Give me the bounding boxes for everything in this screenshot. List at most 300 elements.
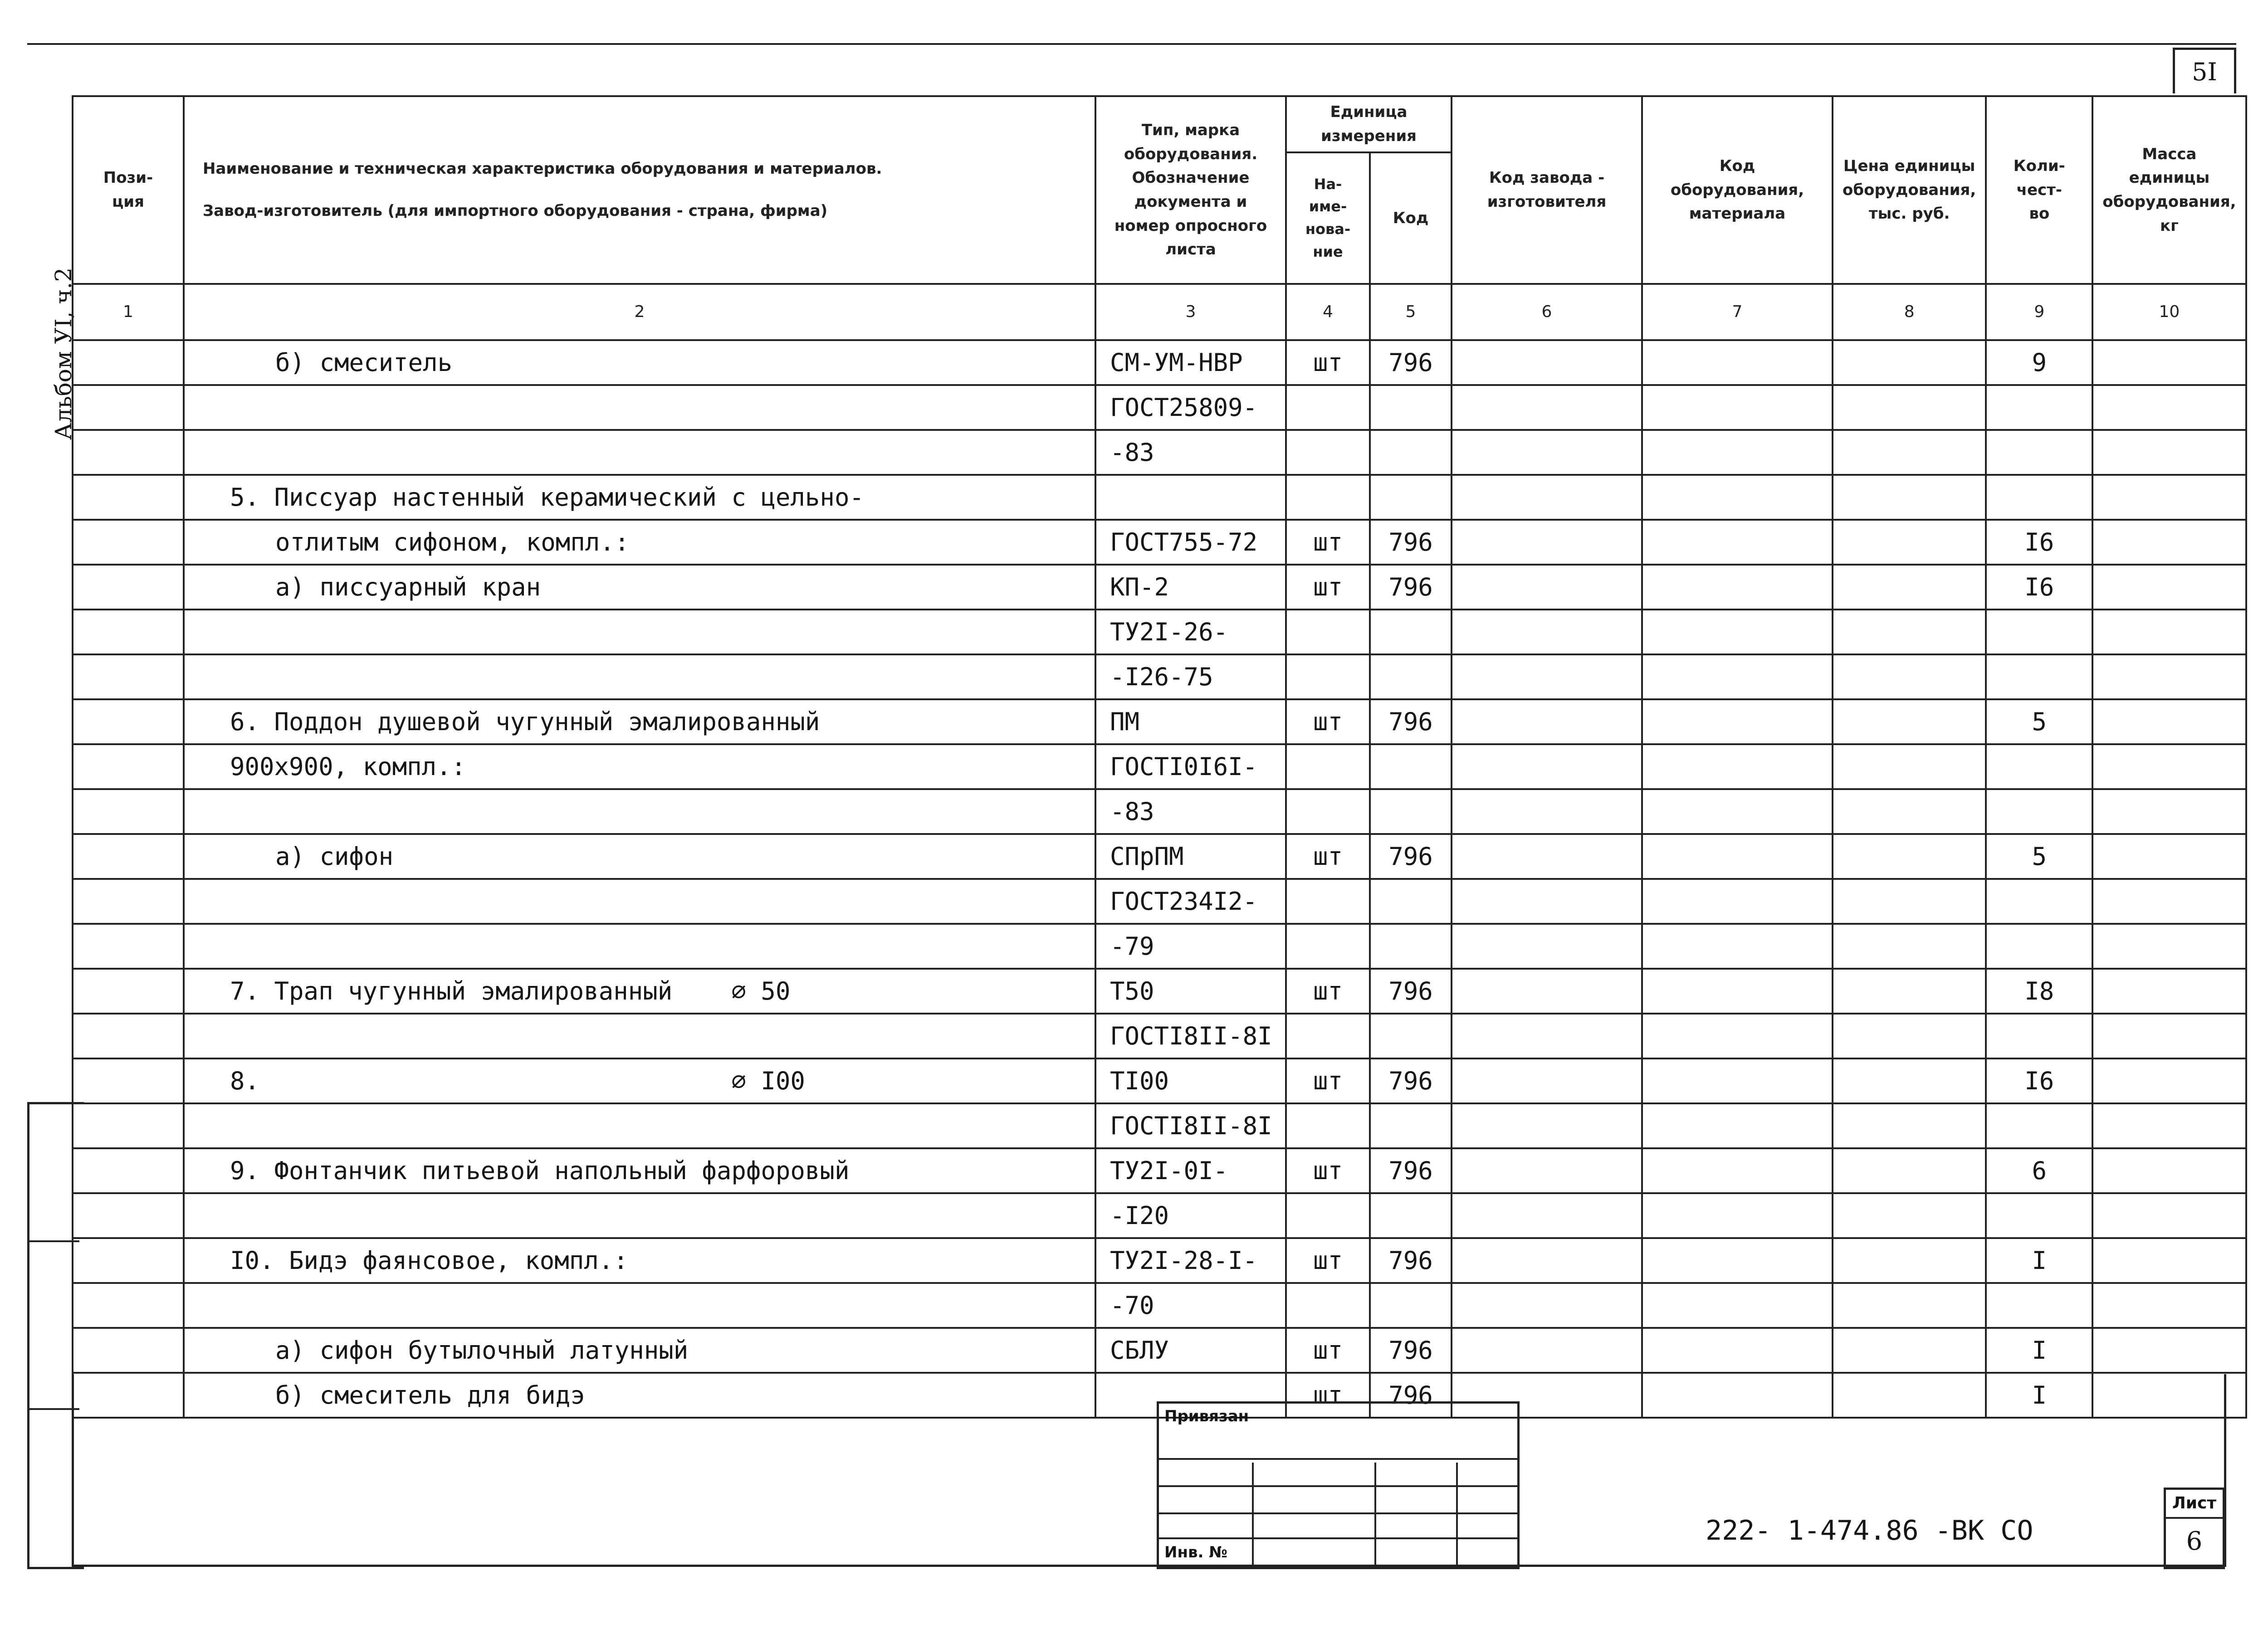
equipment-code-cell [1642, 610, 1833, 654]
type-cell: ГОСТ25809- [1095, 385, 1286, 430]
price-cell [1833, 1148, 1986, 1193]
name-cell [184, 744, 1095, 789]
equipment-code-cell [1642, 1193, 1833, 1238]
top-border-line [27, 43, 2236, 45]
unit-name-cell: шт [1286, 1373, 1370, 1418]
plant-code-cell [1452, 789, 1642, 834]
position-cell [73, 340, 184, 385]
equipment-code-cell [1642, 475, 1833, 520]
header-unit-code: Код [1370, 152, 1452, 284]
unit-name-cell: шт [1286, 340, 1370, 385]
quantity-cell: 5 [1986, 699, 2092, 744]
item-text: б) смеситель для бидэ [275, 1381, 585, 1410]
table-row [73, 385, 2246, 430]
position-cell [73, 565, 184, 610]
mass-cell [2092, 1148, 2246, 1193]
mass-cell [2092, 1328, 2246, 1373]
unit-code-cell [1370, 744, 1452, 789]
unit-name-cell [1286, 744, 1370, 789]
table-row [73, 699, 2246, 744]
plant-code-cell [1452, 1283, 1642, 1328]
unit-name-cell: шт [1286, 969, 1370, 1014]
item-text: I0. Бидэ фаянсовое, компл.: [230, 1246, 628, 1275]
equipment-code-cell [1642, 430, 1833, 475]
type-cell: СМ-УМ-НВР [1095, 340, 1286, 385]
unit-name-cell [1286, 1283, 1370, 1328]
item-text: 900х900, компл.: [230, 752, 466, 781]
unit-code-cell [1370, 385, 1452, 430]
position-cell [73, 969, 184, 1014]
unit-code-cell [1370, 1014, 1452, 1058]
mass-cell [2092, 1103, 2246, 1148]
price-cell [1833, 1058, 1986, 1103]
unit-code-cell [1370, 1193, 1452, 1238]
type-cell: -I26-75 [1095, 654, 1286, 699]
header-row [73, 96, 2246, 152]
mass-cell [2092, 565, 2246, 610]
equipment-code-cell [1642, 565, 1833, 610]
quantity-cell [1986, 1193, 2092, 1238]
position-cell [73, 1103, 184, 1148]
quantity-cell: I [1986, 1373, 2092, 1418]
unit-code-cell [1370, 789, 1452, 834]
equipment-code-cell [1642, 879, 1833, 924]
price-cell [1833, 969, 1986, 1014]
unit-code-cell [1370, 1283, 1452, 1328]
quantity-cell [1986, 924, 2092, 969]
equipment-code-cell [1642, 789, 1833, 834]
price-cell [1833, 1014, 1986, 1058]
table-row [73, 1283, 2246, 1328]
name-cell [184, 475, 1095, 520]
unit-code-cell: 796 [1370, 520, 1452, 565]
name-cell [184, 340, 1095, 385]
header-unit-group: Единица измерения [1286, 96, 1452, 152]
unit-code-cell [1370, 879, 1452, 924]
price-cell [1833, 834, 1986, 879]
table-row [73, 924, 2246, 969]
quantity-cell [1986, 1103, 2092, 1148]
type-cell: -I20 [1095, 1193, 1286, 1238]
mass-cell [2092, 744, 2246, 789]
item-text: 5. Писсуар настенный керамический с цельно- [230, 483, 864, 512]
mass-cell [2092, 654, 2246, 699]
table-row [73, 1058, 2246, 1103]
item-text: б) смеситель [275, 348, 453, 377]
name-cell [184, 610, 1095, 654]
price-cell [1833, 789, 1986, 834]
type-cell: -83 [1095, 430, 1286, 475]
name-cell [184, 969, 1095, 1014]
price-cell [1833, 879, 1986, 924]
name-cell [184, 430, 1095, 475]
price-cell [1833, 475, 1986, 520]
stamp-vline [1456, 1463, 1458, 1567]
col-num: 5 [1370, 284, 1452, 340]
unit-name-cell [1286, 475, 1370, 520]
plant-code-cell [1452, 430, 1642, 475]
position-cell [73, 520, 184, 565]
unit-code-cell: 796 [1370, 969, 1452, 1014]
header-plant-code: Код завода - изготовителя [1452, 96, 1642, 284]
stamp-line [1159, 1458, 1517, 1460]
unit-name-cell: шт [1286, 834, 1370, 879]
name-cell [184, 1283, 1095, 1328]
name-cell [184, 385, 1095, 430]
equipment-code-cell [1642, 1014, 1833, 1058]
header-quantity: Коли- чест- во [1986, 96, 2092, 284]
col-num: 9 [1986, 284, 2092, 340]
price-cell [1833, 1193, 1986, 1238]
sheet-number: 6 [2186, 1527, 2203, 1556]
header-name-line1: Наименование и техническая характеристика оборудования и материалов. [203, 160, 882, 178]
unit-name-cell [1286, 924, 1370, 969]
item-text: а) сифон [275, 842, 394, 871]
price-cell [1833, 654, 1986, 699]
mass-cell [2092, 385, 2246, 430]
unit-code-cell: 796 [1370, 1373, 1452, 1418]
position-cell [73, 789, 184, 834]
table-row [73, 879, 2246, 924]
item-text: 7. Трап чугунный эмалированный ∅ 50 [230, 977, 791, 1005]
mass-cell [2092, 475, 2246, 520]
unit-code-cell [1370, 924, 1452, 969]
position-cell [73, 1058, 184, 1103]
position-cell [73, 385, 184, 430]
name-cell [184, 1103, 1095, 1148]
plant-code-cell [1452, 969, 1642, 1014]
quantity-cell: I [1986, 1328, 2092, 1373]
name-cell [184, 924, 1095, 969]
unit-name-cell: шт [1286, 1238, 1370, 1283]
type-cell: ГОСТI8II-8I [1095, 1103, 1286, 1148]
unit-name-cell: шт [1286, 699, 1370, 744]
plant-code-cell [1452, 699, 1642, 744]
plant-code-cell [1452, 924, 1642, 969]
col-num: 7 [1642, 284, 1833, 340]
unit-code-cell: 796 [1370, 1328, 1452, 1373]
equipment-code-cell [1642, 1238, 1833, 1283]
table-row [73, 1148, 2246, 1193]
stamp-line [1159, 1485, 1517, 1487]
price-cell [1833, 1328, 1986, 1373]
mass-cell [2092, 969, 2246, 1014]
type-cell: СБЛУ [1095, 1328, 1286, 1373]
equipment-code-cell [1642, 834, 1833, 879]
equipment-code-cell [1642, 520, 1833, 565]
unit-name-cell: шт [1286, 565, 1370, 610]
table-row [73, 475, 2246, 520]
unit-code-cell [1370, 1103, 1452, 1148]
mass-cell [2092, 699, 2246, 744]
type-cell: СПрПМ [1095, 834, 1286, 879]
position-cell [73, 1148, 184, 1193]
plant-code-cell [1452, 1014, 1642, 1058]
quantity-cell [1986, 430, 2092, 475]
attached-label: Привязан [1164, 1407, 1249, 1425]
type-cell: КП-2 [1095, 565, 1286, 610]
table-row [73, 1014, 2246, 1058]
header-type: Тип, марка оборудования. Обозначение документа и номер опросного листа [1095, 96, 1286, 284]
unit-code-cell [1370, 430, 1452, 475]
mass-cell [2092, 1283, 2246, 1328]
unit-code-cell: 796 [1370, 834, 1452, 879]
name-cell [184, 1328, 1095, 1373]
type-cell: ГОСТ755-72 [1095, 520, 1286, 565]
header-name-line2: Завод-изготовитель (для импортного оборудования - страна, фирма) [203, 202, 828, 220]
equipment-code-cell [1642, 924, 1833, 969]
plant-code-cell [1452, 385, 1642, 430]
table-row [73, 610, 2246, 654]
side-caption: Альбом УI, ч.2 [50, 267, 77, 440]
position-cell [73, 699, 184, 744]
col-num: 8 [1833, 284, 1986, 340]
equipment-code-cell [1642, 654, 1833, 699]
mass-cell [2092, 789, 2246, 834]
position-cell [73, 610, 184, 654]
col-num: 10 [2092, 284, 2246, 340]
table-row [73, 430, 2246, 475]
type-cell: ПМ [1095, 699, 1286, 744]
table-row [73, 1238, 2246, 1283]
mass-cell [2092, 834, 2246, 879]
header-unit-name: На- име- нова- ние [1286, 152, 1370, 284]
unit-name-cell [1286, 385, 1370, 430]
mass-cell [2092, 1014, 2246, 1058]
equipment-code-cell [1642, 1058, 1833, 1103]
price-cell [1833, 385, 1986, 430]
equipment-code-cell [1642, 385, 1833, 430]
item-text: а) писсуарный кран [275, 573, 541, 601]
quantity-cell [1986, 744, 2092, 789]
stamp-line [1159, 1537, 1517, 1539]
col-num: 6 [1452, 284, 1642, 340]
specification-table [72, 95, 2247, 1419]
mass-cell [2092, 1058, 2246, 1103]
type-cell: ТУ2I-0I- [1095, 1148, 1286, 1193]
position-cell [73, 1283, 184, 1328]
type-cell: -83 [1095, 789, 1286, 834]
plant-code-cell [1452, 879, 1642, 924]
name-cell [184, 565, 1095, 610]
name-cell [184, 654, 1095, 699]
item-text: 8. ∅ I00 [230, 1067, 805, 1095]
name-cell [184, 1058, 1095, 1103]
unit-code-cell: 796 [1370, 1148, 1452, 1193]
price-cell [1833, 699, 1986, 744]
table-row [73, 789, 2246, 834]
col-num: 4 [1286, 284, 1370, 340]
equipment-code-cell [1642, 1283, 1833, 1328]
plant-code-cell [1452, 1328, 1642, 1373]
equipment-code-cell [1642, 744, 1833, 789]
unit-code-cell [1370, 654, 1452, 699]
plant-code-cell [1452, 610, 1642, 654]
position-cell [73, 1193, 184, 1238]
type-cell: -70 [1095, 1283, 1286, 1328]
stamp-vline [1374, 1463, 1376, 1567]
price-cell [1833, 565, 1986, 610]
quantity-cell: 5 [1986, 834, 2092, 879]
quantity-cell: 6 [1986, 1148, 2092, 1193]
quantity-cell [1986, 1014, 2092, 1058]
price-cell [1833, 340, 1986, 385]
unit-name-cell [1286, 1014, 1370, 1058]
table-row [73, 654, 2246, 699]
position-cell [73, 1014, 184, 1058]
mass-cell [2092, 610, 2246, 654]
item-text: 6. Поддон душевой чугунный эмалированный [230, 707, 820, 736]
table-row [73, 969, 2246, 1014]
plant-code-cell [1452, 744, 1642, 789]
name-cell [184, 1193, 1095, 1238]
unit-name-cell: шт [1286, 1148, 1370, 1193]
quantity-cell: I6 [1986, 1058, 2092, 1103]
quantity-cell [1986, 610, 2092, 654]
col-num: 1 [73, 284, 184, 340]
table-row [73, 340, 2246, 385]
mass-cell [2092, 1193, 2246, 1238]
col-num: 3 [1095, 284, 1286, 340]
plant-code-cell [1452, 565, 1642, 610]
position-cell [73, 834, 184, 879]
plant-code-cell [1452, 1238, 1642, 1283]
quantity-cell [1986, 385, 2092, 430]
name-cell [184, 1148, 1095, 1193]
plant-code-cell [1452, 1148, 1642, 1193]
position-cell [73, 924, 184, 969]
sheet-label: Лист [2166, 1490, 2223, 1519]
type-cell: ГОСТI8II-8I [1095, 1014, 1286, 1058]
table-row [73, 1193, 2246, 1238]
plant-code-cell [1452, 340, 1642, 385]
name-cell [184, 1238, 1095, 1283]
equipment-code-cell [1642, 699, 1833, 744]
type-cell: -79 [1095, 924, 1286, 969]
table-row [73, 744, 2246, 789]
unit-name-cell: шт [1286, 1058, 1370, 1103]
quantity-cell [1986, 475, 2092, 520]
document-number: 222- 1-474.86 -ВК СО [1706, 1515, 2033, 1546]
unit-name-cell [1286, 1193, 1370, 1238]
item-text: 9. Фонтанчик питьевой напольный фарфоровый [230, 1156, 850, 1185]
table-row [73, 565, 2246, 610]
stamp-vline [1252, 1463, 1254, 1567]
plant-code-cell [1452, 1103, 1642, 1148]
type-cell: ТI00 [1095, 1058, 1286, 1103]
name-cell [184, 789, 1095, 834]
column-numbers-row [73, 284, 2246, 340]
unit-code-cell: 796 [1370, 1058, 1452, 1103]
position-cell [73, 1328, 184, 1373]
unit-name-cell [1286, 430, 1370, 475]
price-cell [1833, 1238, 1986, 1283]
name-cell [184, 520, 1095, 565]
table-row [73, 1103, 2246, 1148]
quantity-cell: I8 [1986, 969, 2092, 1014]
equipment-code-cell [1642, 1103, 1833, 1148]
unit-name-cell [1286, 610, 1370, 654]
position-cell [73, 1238, 184, 1283]
position-cell [73, 879, 184, 924]
plant-code-cell [1452, 834, 1642, 879]
mass-cell [2092, 924, 2246, 969]
stamp-line [1159, 1512, 1517, 1514]
price-cell [1833, 430, 1986, 475]
header-name [184, 96, 1095, 284]
type-cell: ГОСТ234I2- [1095, 879, 1286, 924]
plant-code-cell [1452, 1058, 1642, 1103]
plant-code-cell [1452, 1193, 1642, 1238]
equipment-code-cell [1642, 1148, 1833, 1193]
name-cell [184, 1014, 1095, 1058]
unit-code-cell [1370, 610, 1452, 654]
quantity-cell: I [1986, 1238, 2092, 1283]
mass-cell [2092, 879, 2246, 924]
header-mass: Масса единицы оборудования, кг [2092, 96, 2246, 284]
item-text: а) сифон бутылочный латунный [275, 1336, 689, 1365]
price-cell [1833, 744, 1986, 789]
equipment-code-cell [1642, 1328, 1833, 1373]
quantity-cell [1986, 789, 2092, 834]
item-text: отлитым сифоном, компл.: [275, 528, 630, 556]
position-cell [73, 654, 184, 699]
position-cell [73, 475, 184, 520]
page-number: 5I [2173, 48, 2236, 93]
mass-cell [2092, 340, 2246, 385]
inventory-label: Инв. № [1164, 1543, 1228, 1561]
sheet-box [2164, 1488, 2225, 1569]
table-row [73, 834, 2246, 879]
unit-name-cell [1286, 1103, 1370, 1148]
unit-code-cell: 796 [1370, 699, 1452, 744]
unit-code-cell: 796 [1370, 340, 1452, 385]
type-cell: ТУ2I-26- [1095, 610, 1286, 654]
quantity-cell: 9 [1986, 340, 2092, 385]
unit-code-cell [1370, 475, 1452, 520]
equipment-code-cell [1642, 969, 1833, 1014]
price-cell [1833, 520, 1986, 565]
position-cell [73, 430, 184, 475]
header-price: Цена единицы оборудования, тыс. руб. [1833, 96, 1986, 284]
unit-name-cell: шт [1286, 520, 1370, 565]
quantity-cell [1986, 654, 2092, 699]
name-cell [184, 699, 1095, 744]
position-cell [73, 744, 184, 789]
mass-cell [2092, 1238, 2246, 1283]
unit-name-cell: шт [1286, 1328, 1370, 1373]
name-cell [184, 879, 1095, 924]
unit-name-cell [1286, 879, 1370, 924]
table-row [73, 520, 2246, 565]
plant-code-cell [1452, 520, 1642, 565]
type-cell [1095, 475, 1286, 520]
price-cell [1833, 1283, 1986, 1328]
unit-name-cell [1286, 654, 1370, 699]
mass-cell [2092, 430, 2246, 475]
unit-code-cell: 796 [1370, 565, 1452, 610]
price-cell [1833, 1103, 1986, 1148]
quantity-cell [1986, 1283, 2092, 1328]
equipment-code-cell [1642, 340, 1833, 385]
unit-name-cell [1286, 789, 1370, 834]
price-cell [1833, 610, 1986, 654]
type-cell: Т50 [1095, 969, 1286, 1014]
table-row [73, 1328, 2246, 1373]
plant-code-cell [1452, 654, 1642, 699]
quantity-cell: I6 [1986, 565, 2092, 610]
attached-stamp [1157, 1401, 1520, 1569]
